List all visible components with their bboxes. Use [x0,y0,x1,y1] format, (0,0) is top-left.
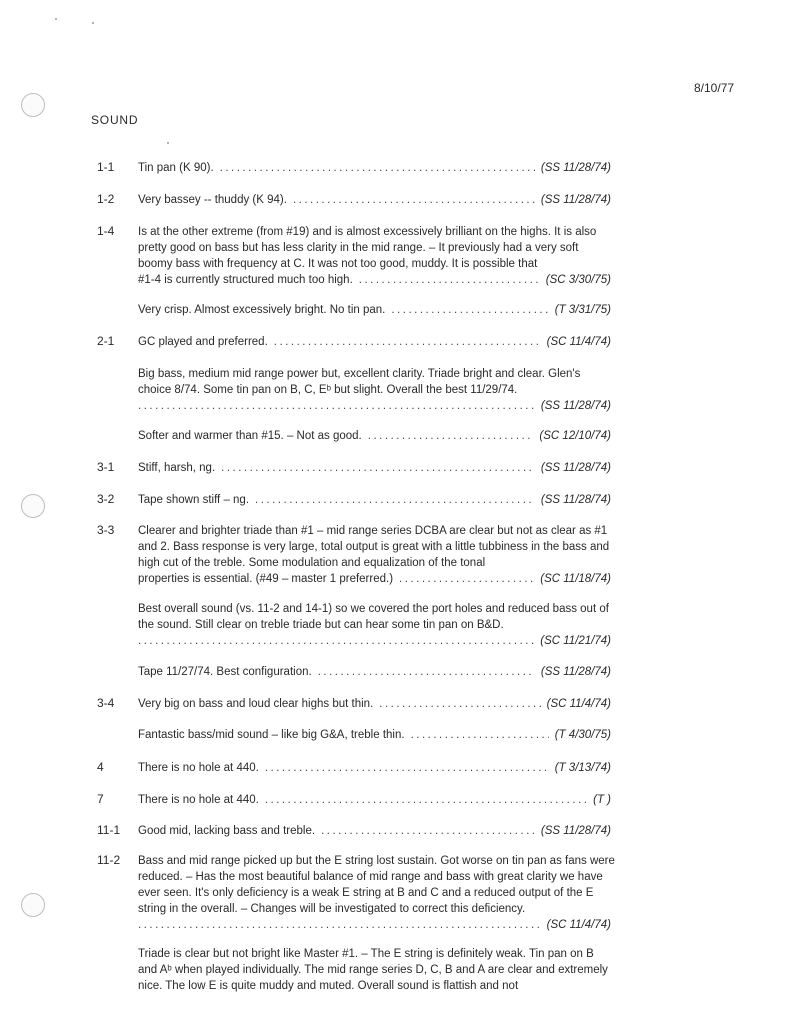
entry-text [138,664,615,680]
dot-leader [411,727,549,743]
entry-number: 3-1 [97,460,115,474]
dot-leader [220,160,535,176]
entry-number: 1-2 [97,192,115,206]
entry-number: 1-4 [97,224,115,238]
entry-line [138,823,611,839]
entry-reference: (SS 11/28/74) [540,400,611,412]
entry-text [138,492,615,508]
dot-leader [138,917,541,933]
entry-line [138,917,611,933]
entry-number: 1-1 [97,160,115,174]
entry-line [138,633,611,649]
entry-reference: (SS 11/28/74) [540,666,611,678]
entry-reference: (T 4/30/75) [554,729,611,741]
entry-line [138,192,611,208]
entry-reference: (T 3/13/74) [554,762,611,774]
scan-speck [167,142,169,144]
entry-text [138,946,615,994]
dot-leader [221,460,535,476]
entry-paragraph: Best overall sound (vs. 11-2 and 14-1) so we covered the port holes and reduced bass out of the sound. Still clear on treble triade but can hear some tin pan on B&D. [138,603,609,631]
entry-text [138,428,615,444]
entry-reference: (SS 11/28/74) [540,162,611,174]
dot-leader [318,664,535,680]
entry-reference: (T 3/31/75) [554,304,611,316]
entry-reference: (SC 12/10/74) [539,430,611,442]
dot-leader [274,334,541,350]
entry-line [138,664,611,680]
entry-text [138,792,615,808]
entry-line [138,792,611,808]
entry-line-text: GC played and preferred. [138,336,268,348]
entry-text [138,192,615,208]
entry-text [138,224,615,288]
entry-line-text: Good mid, lacking bass and treble. [138,825,316,837]
entry-text [138,853,615,933]
dot-leader [138,398,535,414]
dot-leader [138,633,534,649]
entry-reference: (SC 11/18/74) [540,573,611,585]
entry-paragraph: Big bass, medium mid range power but, excellent clarity. Triade bright and clear. Glen's choice 8/74. Some tin pan on B, C, Eᵇ but slight. Overall the best 11/29/74. [138,368,581,396]
entry-reference: (SS 11/28/74) [540,494,611,506]
entry-line-text: Tape 11/27/74. Best configuration. [138,666,312,678]
entry-line [138,492,611,508]
dot-leader [379,696,540,712]
entry-line-text: Tin pan (K 90). [138,162,214,174]
entry-line [138,334,611,350]
entry-line [138,571,611,587]
entry-reference: (SC 11/4/74) [546,698,611,710]
binder-hole-icon [21,494,45,518]
dot-leader [391,302,548,318]
entry-text [138,366,615,414]
scan-speck [55,18,57,20]
entry-line-text: Very big on bass and loud clear highs but thin. [138,698,374,710]
entry-number: 2-1 [97,334,115,348]
entry-line [138,696,611,712]
entry-line [138,760,611,776]
entry-text [138,160,615,176]
entry-paragraph: Is at the other extreme (from #19) and is almost excessively brilliant on the highs. It is also pretty good on bass but has less clarity in the mid range. – It previously had a very soft boomy bass with frequency at C. It was not too good, muddy. It is possible that [138,226,597,270]
entry-line-text: There is no hole at 440. [138,794,259,806]
document-date: 8/10/77 [694,81,735,95]
dot-leader [399,571,534,587]
entry-line-text: #1-4 is currently structured much too high. [138,274,353,286]
entry-line-text: Very bassey -- thuddy (K 94). [138,194,287,206]
entry-line-text: There is no hole at 440. [138,762,259,774]
entry-paragraph: Bass and mid range picked up but the E string lost sustain. Got worse on tin pan as fans were reduced. – Has the most beautiful balance of mid range and bass with great clarity we have ever seen. It's only deficiency is a weak E string at B and C and a reduced output of the E string in the overall. – Changes will be investigated to correct this deficiency. [138,855,615,915]
dot-leader [265,760,549,776]
entry-text [138,302,615,318]
entry-reference: (SS 11/28/74) [540,194,611,206]
entry-reference: (SS 11/28/74) [540,462,611,474]
entry-reference: (SC 11/4/74) [546,336,611,348]
entry-line [138,160,611,176]
dot-leader [321,823,535,839]
entry-line [138,398,611,414]
entry-number: 11-1 [97,823,121,837]
entry-reference: (SS 11/28/74) [540,825,611,837]
entry-paragraph: Triade is clear but not bright like Master #1. – The E string is definitely weak. Tin pan on B and Aᵇ when played individually. The mid range series D, C, B and A are clear and extremely nice. The low E is quite muddy and muted. Overall sound is flattish and not [138,948,608,992]
dot-leader [255,492,535,508]
dot-leader [265,792,587,808]
entry-text [138,523,615,587]
entry-text [138,727,615,743]
entry-line-text: Softer and warmer than #15. – Not as good. [138,430,362,442]
entry-reference: (T ) [593,794,611,806]
binder-hole-icon [21,893,45,917]
entry-line-text: Fantastic bass/mid sound – like big G&A, treble thin. [138,729,405,741]
section-title: SOUND [91,113,139,127]
entry-text [138,601,615,649]
dot-leader [293,192,535,208]
entry-number: 3-2 [97,492,115,506]
scan-speck [92,22,94,24]
entry-number: 7 [97,792,104,806]
entry-line-text: Stiff, harsh, ng. [138,462,216,474]
entry-number: 3-3 [97,523,115,537]
entry-text [138,334,615,350]
entry-line [138,302,611,318]
dot-leader [368,428,534,444]
entry-line [138,460,611,476]
entry-number: 3-4 [97,696,115,710]
entry-line [138,727,611,743]
entry-number: 11-2 [97,853,121,867]
entry-reference: (SC 11/4/74) [546,919,611,931]
dot-leader [359,272,540,288]
entry-text [138,460,615,476]
entry-line-text: Tape shown stiff – ng. [138,494,250,506]
binder-hole-icon [21,93,45,117]
entry-paragraph: Clearer and brighter triade than #1 – mid range series DCBA are clear but not as clear as #1 and 2. Bass response is very large, total output is great with a little tubbiness in the bass and high cut of the treble. Some modulation and equalization of the tonal [138,525,610,569]
entry-reference: (SC 3/30/75) [545,274,611,286]
entry-reference: (SC 11/21/74) [540,635,611,647]
entry-line [138,428,611,444]
entry-number: 4 [97,760,104,774]
entry-line-text: Very crisp. Almost excessively bright. No tin pan. [138,304,386,316]
entry-text [138,760,615,776]
entry-line [138,272,611,288]
entry-text [138,823,615,839]
entry-line-text: properties is essential. (#49 – master 1 preferred.) [138,573,394,585]
entry-text [138,696,615,712]
